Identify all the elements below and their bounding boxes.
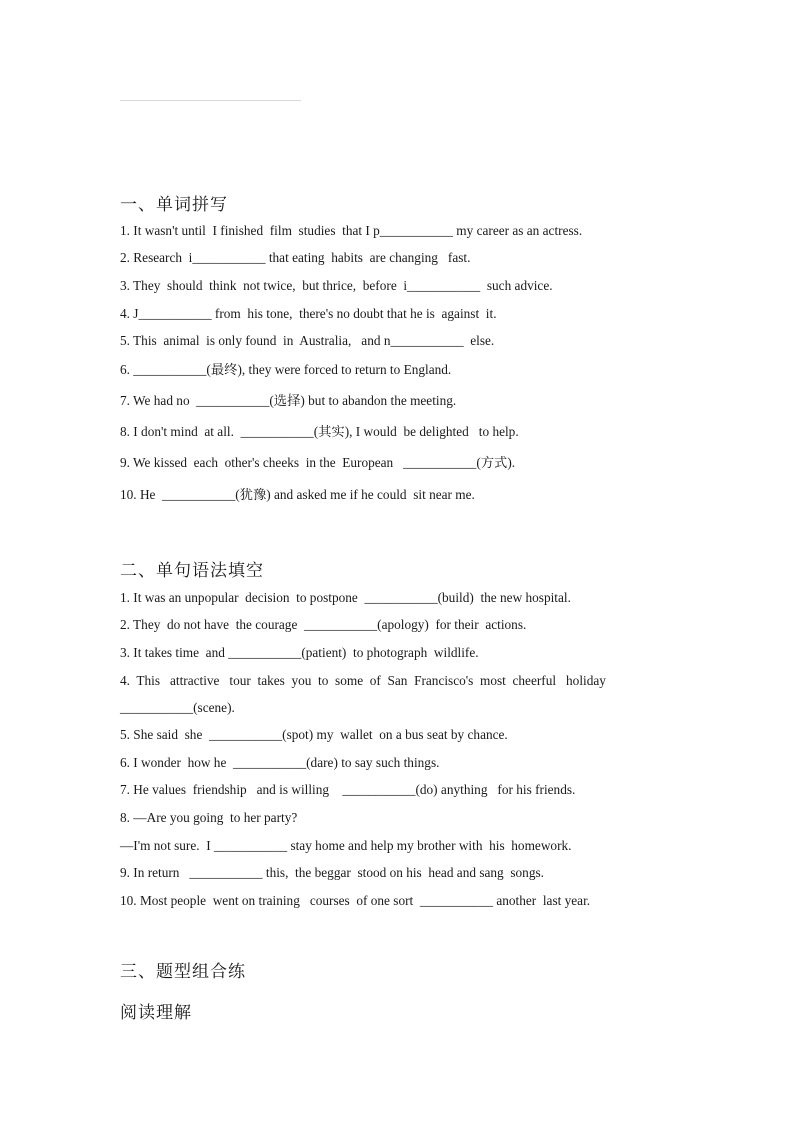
s1-item-5: 5. This animal is only found in Australia, and n___________ else.	[120, 333, 495, 348]
s2-item-10: 10. Most people went on training courses of one sort ___________ another last year.	[120, 893, 591, 908]
s1-item-3: 3. They should think not twice, but thrice, before i___________ such advice.	[120, 278, 553, 293]
s1-item-9: 9. We kissed each other's cheeks in the European ___________(方式).	[120, 455, 516, 470]
s1-item-2: 2. Research i___________ that eating habits are changing fast.	[120, 250, 471, 265]
s1-item-8: 8. I don't mind at all. ___________(其实), I would be delighted to help.	[120, 424, 519, 439]
s1-item-6: 6. ___________(最终), they were forced to return to England.	[120, 362, 452, 377]
s2-item-8-reply: —I'm not sure. I ___________ stay home and help my brother with his homework.	[120, 838, 572, 853]
s2-item-9: 9. In return ___________ this, the beggar stood on his head and sang songs.	[120, 865, 544, 880]
s2-item-3: 3. It takes time and ___________(patient) to photograph wildlife.	[120, 645, 479, 660]
s2-item-8: 8. —Are you going to her party?	[120, 810, 298, 825]
s2-item-6: 6. I wonder how he ___________(dare) to say such things.	[120, 755, 440, 770]
s1-item-4: 4. J___________ from his tone, there's no doubt that he is against it.	[120, 306, 497, 321]
s2-item-4: 4. This attractive tour takes you to some of San Francisco's most cheerful holiday	[120, 673, 606, 688]
s2-item-7: 7. He values friendship and is willing ___________(do) anything for his friends.	[120, 782, 576, 797]
s1-item-10: 10. He ___________(犹豫) and asked me if he could sit near me.	[120, 487, 475, 502]
section-2-title: 二、单句语法填空	[120, 561, 264, 581]
section-1-title: 一、单词拼写	[120, 195, 228, 215]
header-divider	[120, 100, 301, 101]
s2-item-2: 2. They do not have the courage ___________(apology) for their actions.	[120, 617, 527, 632]
reading-comprehension-title: 阅读理解	[120, 1003, 192, 1023]
s1-item-7: 7. We had no ___________(选择) but to abandon the meeting.	[120, 393, 457, 408]
s1-item-1: 1. It wasn't until I finished film studies that I p___________ my career as an actress.	[120, 223, 583, 238]
s2-item-5: 5. She said she ___________(spot) my wallet on a bus seat by chance.	[120, 727, 508, 742]
s2-item-4-cont: ___________(scene).	[120, 700, 235, 715]
section-3-title: 三、题型组合练	[120, 962, 246, 982]
s2-item-1: 1. It was an unpopular decision to postpone ___________(build) the new hospital.	[120, 590, 571, 605]
